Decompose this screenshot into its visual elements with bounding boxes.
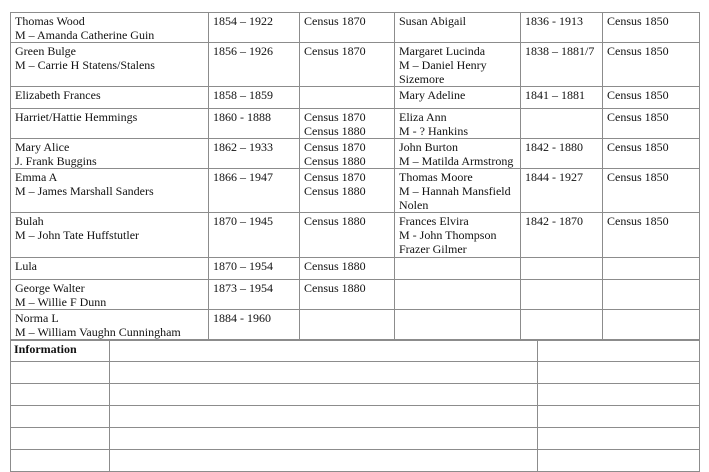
family-table [10, 12, 700, 340]
child-name-cell [11, 213, 209, 258]
child-census-line: Census 1880 [304, 281, 366, 295]
table-row [11, 13, 700, 43]
sibling-name-line: M - John Thompson [399, 228, 497, 242]
sibling-name-line: Susan Abigail [399, 14, 467, 28]
sibling-name-line: Mary Adeline [399, 88, 466, 102]
child-census-line: Census 1880 [304, 259, 366, 273]
child-name-line: Norma L [15, 311, 59, 325]
table-row [11, 87, 700, 109]
sibling-name-line: Frazer Gilmer [399, 242, 467, 256]
child-dates-cell [209, 310, 300, 340]
child-dates-line: 1860 - 1888 [213, 110, 271, 124]
sibling-dates-line: 1842 - 1870 [525, 214, 583, 228]
information-cell [538, 384, 700, 406]
information-cell [110, 362, 538, 384]
table-row [11, 43, 700, 87]
sibling-dates-cell [521, 139, 603, 169]
sibling-census-line: Census 1850 [607, 140, 669, 154]
child-census-cell [300, 310, 395, 340]
child-name-line: Thomas Wood [15, 14, 85, 28]
child-census-line: Census 1870 [304, 14, 366, 28]
sibling-census-cell [603, 43, 700, 87]
child-census-cell [300, 87, 395, 109]
child-dates-line: 1884 - 1960 [213, 311, 271, 325]
information-cell [11, 428, 110, 450]
sibling-dates-line: 1844 - 1927 [525, 170, 583, 184]
sibling-name-line: Eliza Ann [399, 110, 447, 124]
child-name-line: Elizabeth Frances [15, 88, 101, 102]
sibling-name-cell [395, 43, 521, 87]
sibling-name-cell [395, 87, 521, 109]
child-name-line: M – Amanda Catherine Guin [15, 28, 155, 42]
genealogy-document [10, 12, 699, 472]
sibling-dates-cell [521, 109, 603, 139]
child-census-line: Census 1870 [304, 170, 366, 184]
child-name-line: Lula [15, 259, 37, 273]
information-cell [538, 450, 700, 472]
sibling-census-cell [603, 109, 700, 139]
sibling-name-cell [395, 13, 521, 43]
child-dates-line: 1856 – 1926 [213, 44, 273, 58]
sibling-name-line: Thomas Moore [399, 170, 473, 184]
table-row [11, 213, 700, 258]
family-table-body [11, 13, 700, 340]
child-name-line: Mary Alice [15, 140, 70, 154]
child-census-line: Census 1870 [304, 110, 366, 124]
sibling-dates-line: 1836 - 1913 [525, 14, 583, 28]
sibling-dates-cell [521, 280, 603, 310]
sibling-name-line: M - ? Hankins [399, 124, 468, 138]
information-row [11, 406, 700, 428]
child-name-cell [11, 109, 209, 139]
child-dates-cell [209, 258, 300, 280]
child-dates-line: 1873 – 1954 [213, 281, 273, 295]
sibling-name-line: M – Daniel Henry [399, 58, 487, 72]
child-name-line: M – Willie F Dunn [15, 295, 107, 309]
child-name-cell [11, 43, 209, 87]
sibling-dates-cell [521, 87, 603, 109]
child-census-line: Census 1870 [304, 140, 366, 154]
information-row [11, 362, 700, 384]
child-dates-line: 1866 – 1947 [213, 170, 273, 184]
sibling-dates-cell [521, 43, 603, 87]
child-census-cell [300, 13, 395, 43]
sibling-dates-cell [521, 310, 603, 340]
sibling-census-cell [603, 13, 700, 43]
child-dates-cell [209, 43, 300, 87]
sibling-census-line: Census 1850 [607, 88, 669, 102]
sibling-name-cell [395, 109, 521, 139]
information-cell [110, 450, 538, 472]
child-census-line: Census 1880 [304, 124, 366, 138]
sibling-dates-cell [521, 169, 603, 213]
sibling-name-line: Frances Elvira [399, 214, 469, 228]
child-name-line: Green Bulge [15, 44, 76, 58]
child-name-line: M – William Vaughn Cunningham [15, 325, 181, 339]
information-row [11, 384, 700, 406]
information-cell [538, 341, 700, 362]
child-dates-cell [209, 87, 300, 109]
table-row [11, 139, 700, 169]
sibling-name-cell [395, 258, 521, 280]
sibling-name-cell [395, 213, 521, 258]
child-name-line: Harriet/Hattie Hemmings [15, 110, 138, 124]
information-row [11, 450, 700, 472]
sibling-dates-line: 1838 – 1881/7 [525, 44, 595, 58]
child-dates-line: 1870 – 1945 [213, 214, 273, 228]
child-name-cell [11, 258, 209, 280]
information-cell [11, 406, 110, 428]
child-name-cell [11, 169, 209, 213]
child-dates-cell [209, 280, 300, 310]
information-cell [538, 406, 700, 428]
child-name-cell [11, 310, 209, 340]
sibling-census-line: Census 1850 [607, 214, 669, 228]
sibling-census-cell [603, 280, 700, 310]
information-cell [538, 362, 700, 384]
child-census-cell [300, 213, 395, 258]
information-cell [11, 384, 110, 406]
sibling-name-line: Margaret Lucinda [399, 44, 486, 58]
child-dates-cell [209, 13, 300, 43]
sibling-dates-line: 1842 - 1880 [525, 140, 583, 154]
sibling-census-line: Census 1850 [607, 14, 669, 28]
sibling-dates-cell [521, 213, 603, 258]
sibling-name-line: Nolen [399, 198, 429, 212]
child-name-cell [11, 280, 209, 310]
child-census-cell [300, 139, 395, 169]
child-census-cell [300, 43, 395, 87]
information-row [11, 428, 700, 450]
sibling-census-cell [603, 258, 700, 280]
sibling-census-cell [603, 213, 700, 258]
child-dates-line: 1870 – 1954 [213, 259, 273, 273]
child-dates-cell [209, 213, 300, 258]
information-table-body [11, 341, 700, 472]
child-name-line: J. Frank Buggins [15, 154, 97, 168]
information-table [10, 340, 700, 472]
sibling-census-cell [603, 87, 700, 109]
sibling-census-cell [603, 139, 700, 169]
child-name-line: Emma A [15, 170, 58, 184]
child-dates-line: 1854 – 1922 [213, 14, 273, 28]
sibling-census-line: Census 1850 [607, 44, 669, 58]
child-name-line: M – Carrie H Statens/Stalens [15, 58, 155, 72]
child-name-cell [11, 87, 209, 109]
child-census-cell [300, 280, 395, 310]
child-dates-cell [209, 169, 300, 213]
table-row [11, 109, 700, 139]
sibling-name-line: M – Hannah Mansfield [399, 184, 511, 198]
child-name-cell [11, 13, 209, 43]
child-census-line: Census 1880 [304, 184, 366, 198]
sibling-name-line: John Burton [399, 140, 459, 154]
child-census-cell [300, 169, 395, 213]
information-cell [11, 362, 110, 384]
sibling-dates-cell [521, 13, 603, 43]
child-census-line: Census 1880 [304, 214, 366, 228]
table-row [11, 258, 700, 280]
information-cell [110, 406, 538, 428]
table-row [11, 310, 700, 340]
child-name-line: M – James Marshall Sanders [15, 184, 154, 198]
sibling-name-cell [395, 169, 521, 213]
sibling-name-cell [395, 310, 521, 340]
sibling-census-line: Census 1850 [607, 170, 669, 184]
sibling-name-line: Sizemore [399, 72, 445, 86]
information-cell [110, 428, 538, 450]
sibling-name-cell [395, 139, 521, 169]
child-name-line: M – John Tate Huffstutler [15, 228, 140, 242]
child-name-line: Bulah [15, 214, 44, 228]
information-cell [110, 384, 538, 406]
child-dates-cell [209, 109, 300, 139]
information-cell [538, 428, 700, 450]
child-census-line: Census 1880 [304, 154, 366, 168]
child-name-line: George Walter [15, 281, 85, 295]
child-dates-cell [209, 139, 300, 169]
child-dates-line: 1858 – 1859 [213, 88, 273, 102]
sibling-census-cell [603, 310, 700, 340]
information-cell [11, 450, 110, 472]
sibling-dates-line: 1841 – 1881 [525, 88, 585, 102]
child-dates-line: 1862 – 1933 [213, 140, 273, 154]
information-header: Information [11, 341, 110, 362]
table-row [11, 280, 700, 310]
sibling-census-line: Census 1850 [607, 110, 669, 124]
table-row [11, 169, 700, 213]
child-census-cell [300, 258, 395, 280]
information-cell [110, 341, 538, 362]
sibling-dates-cell [521, 258, 603, 280]
child-census-line: Census 1870 [304, 44, 366, 58]
sibling-census-cell [603, 169, 700, 213]
child-census-cell [300, 109, 395, 139]
sibling-name-line: M – Matilda Armstrong [399, 154, 514, 168]
child-name-cell [11, 139, 209, 169]
sibling-name-cell [395, 280, 521, 310]
information-header-row [11, 341, 700, 362]
